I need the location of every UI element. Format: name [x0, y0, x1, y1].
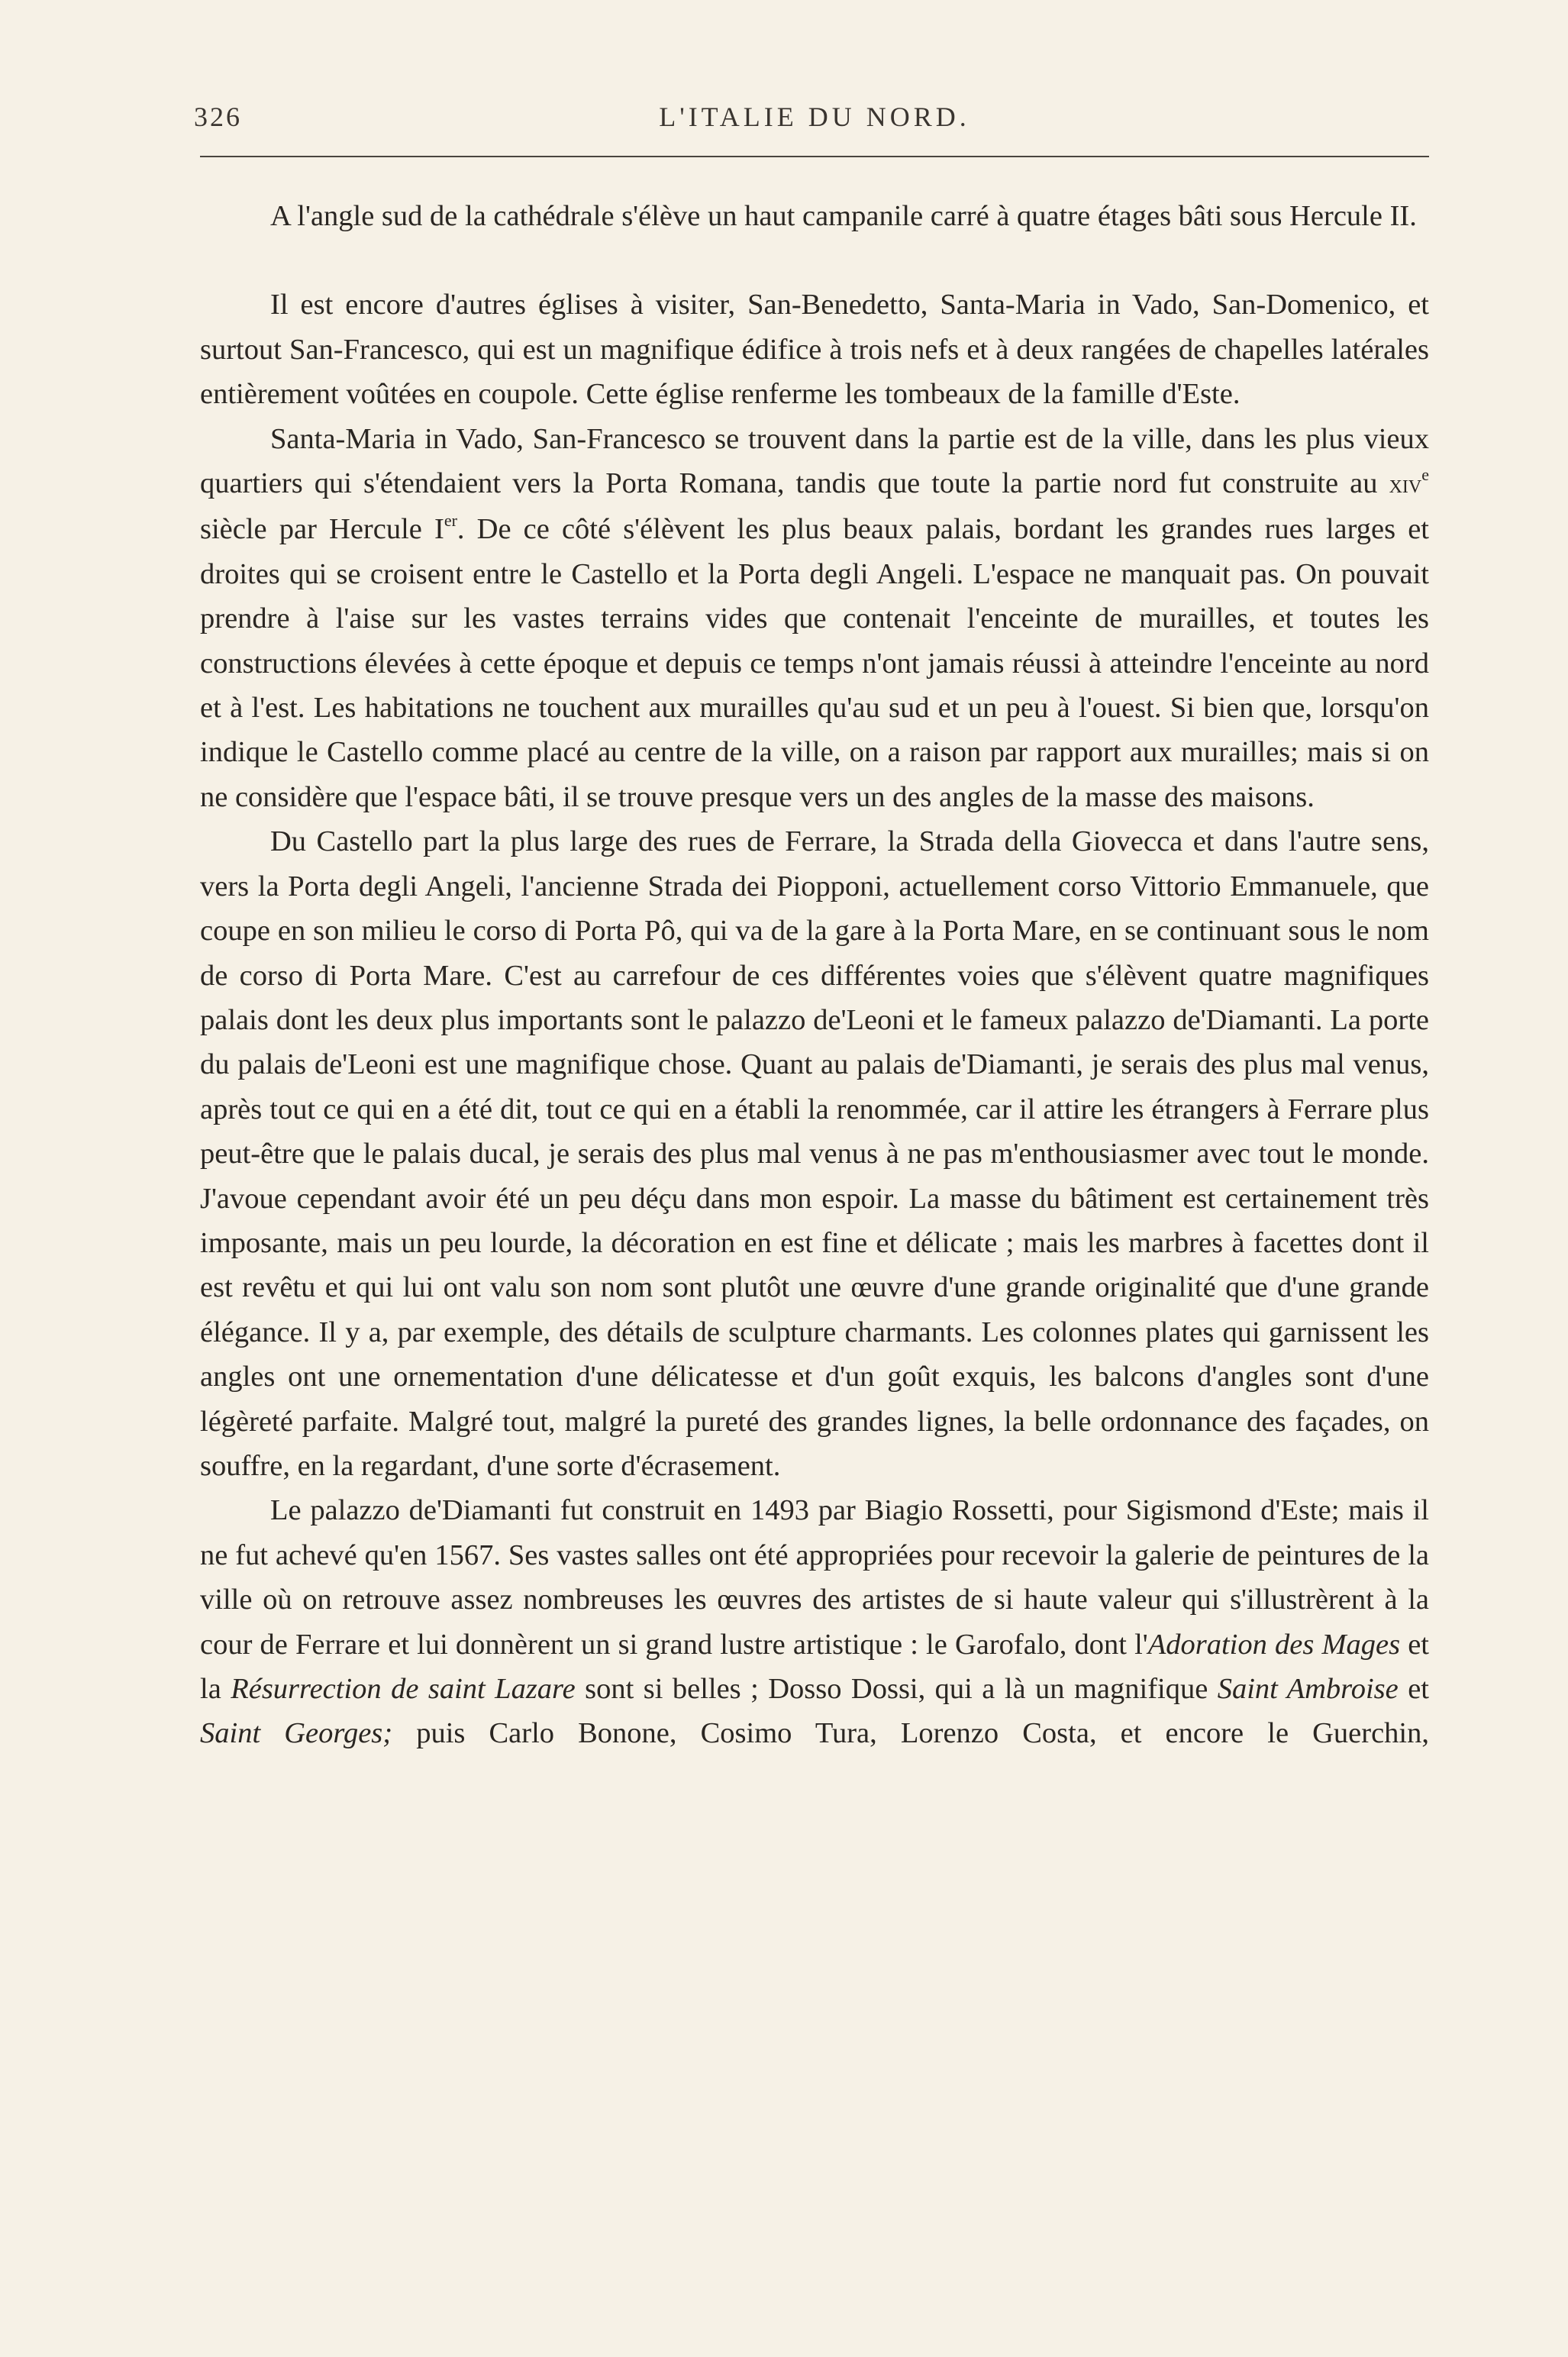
- paragraph-churches: Il est encore d'autres églises à visiter, San-Benedetto, Santa-Maria in Vado, San-Domenico, et surtout San-Francesco, qui est un magnifique édifice à trois nefs et à deux rangées de chapelles latérales entièrement voûtées en coupole. Cette église renferme les tombeaux de la famille d'Este.: [200, 289, 1429, 411]
- artwork-title: Saint Ambroise: [1217, 1673, 1399, 1705]
- paragraph-castello: Du Castello part la plus large des rues de Ferrare, la Strada della Giovecca et dans l'autre sens, vers la Porta degli Angeli, l'ancienne Strada dei Piopponi, actuellement corso Vittorio Emmanuele, que coupe en son milieu le corso di Porta Pô, qui va de la gare à la Porta Mare, en se continuant sous le nom de corso di Porta Mare. C'est au carrefour de ces différentes voies que s'élèvent quatre magnifiques palais dont les deux plus importants sont le palazzo de'Leoni et le fameux palazzo de'Diamanti. La porte du palais de'Leoni est une magnifique chose. Quant au palais de'Diamanti, je serais des plus mal venus, après tout ce qui en a été dit, tout ce qui en a établi la renommée, car il attire les étrangers à Ferrare plus peut-être que le palais ducal, je serais des plus mal venus à ne pas m'enthousiasmer avec tout le monde. J'avoue cependant avoir été un peu déçu dans mon espoir. La masse du bâtiment est certainement très imposante, mais un peu lourde, la décoration en est fine et délicate ; mais les marbres à facettes dont il est revêtu et qui lui ont valu son nom sont plutôt une œuvre d'une grande originalité que d'une grande élégance. Il y a, par exemple, des détails de sculpture charmants. Les colonnes plates qui garnissent les angles ont une ornementation d'une délicatesse et d'un goût exquis, les balcons d'angles sont d'une légèreté parfaite. Malgré tout, malgré la pureté des grandes lignes, la belle ordonnance des façades, on souffre, en la regardant, d'une sorte d'écrasement.: [200, 825, 1429, 1482]
- paragraph-districts: Santa-Maria in Vado, San-Francesco se trouvent dans la partie est de la ville, dans les plus vieux quartiers qui s'étendaient vers la Porta Romana, tandis que toute la partie nord fut construite au xiv$^e$ siècle par Hercule Ier. De ce côté s'élèvent les plus beaux palais, bordant les grandes rues larges et droites qui se croisent entre le Castello et la Porta degli Angeli. L'espace ne manquait pas. On pouvait prendre à l'aise sur les vastes terrains vides que contenait l'enceinte de murailles, et toutes les constructions élevées à cette époque et depuis ce temps n'ont jamais réussi à atteindre l'enceinte au nord et à l'est. Les habitations ne touchent aux murailles qu'au sud et un peu à l'ouest. Si bien que, lorsqu'on indique le Castello comme placé au centre de la ville, on a raison par rapport aux murailles; mais si on ne considère que l'espace bâti, il se trouve presque vers un des angles de la masse des maisons.: [200, 422, 1429, 813]
- body-text: [200, 194, 1429, 1756]
- header-rule: [200, 156, 1429, 157]
- century-numeral: xiv: [1389, 470, 1422, 499]
- paragraph-campanile: A l'angle sud de la cathédrale s'élève un haut campanile carré à quatre étages bâti sous Hercule II.: [270, 200, 1417, 232]
- artwork-title: Saint Georges;: [200, 1717, 393, 1750]
- running-head: [194, 90, 1429, 139]
- artwork-title: Résurrection de saint Lazare: [231, 1673, 576, 1705]
- page-number: 326: [194, 102, 242, 132]
- running-title: L'ITALIE DU NORD.: [659, 102, 970, 132]
- artwork-title: Adoration des Mages: [1147, 1628, 1401, 1661]
- paragraph-diamanti: Le palazzo de'Diamanti fut construit en 1493 par Biagio Rossetti, pour Sigismond d'Este; mais il ne fut achevé qu'en 1567. Ses vastes salles ont été appropriées pour recevoir la galerie de peintures de la ville où on retrouve assez nombreuses les œuvres des artistes de si haute valeur qui s'illustrèrent à la cour de Ferrare et lui donnèrent un si grand lustre artistique : le Garofalo, dont l'Adoration des Mages et la Résurrection de saint Lazare sont si belles ; Dosso Dossi, qui a là un magnifique Saint Ambroise et Saint Georges; puis Carlo Bonone, Cosimo Tura, Lorenzo Costa, et encore le Guerchin,: [200, 1494, 1430, 1750]
- book-page: [194, 90, 1430, 1750]
